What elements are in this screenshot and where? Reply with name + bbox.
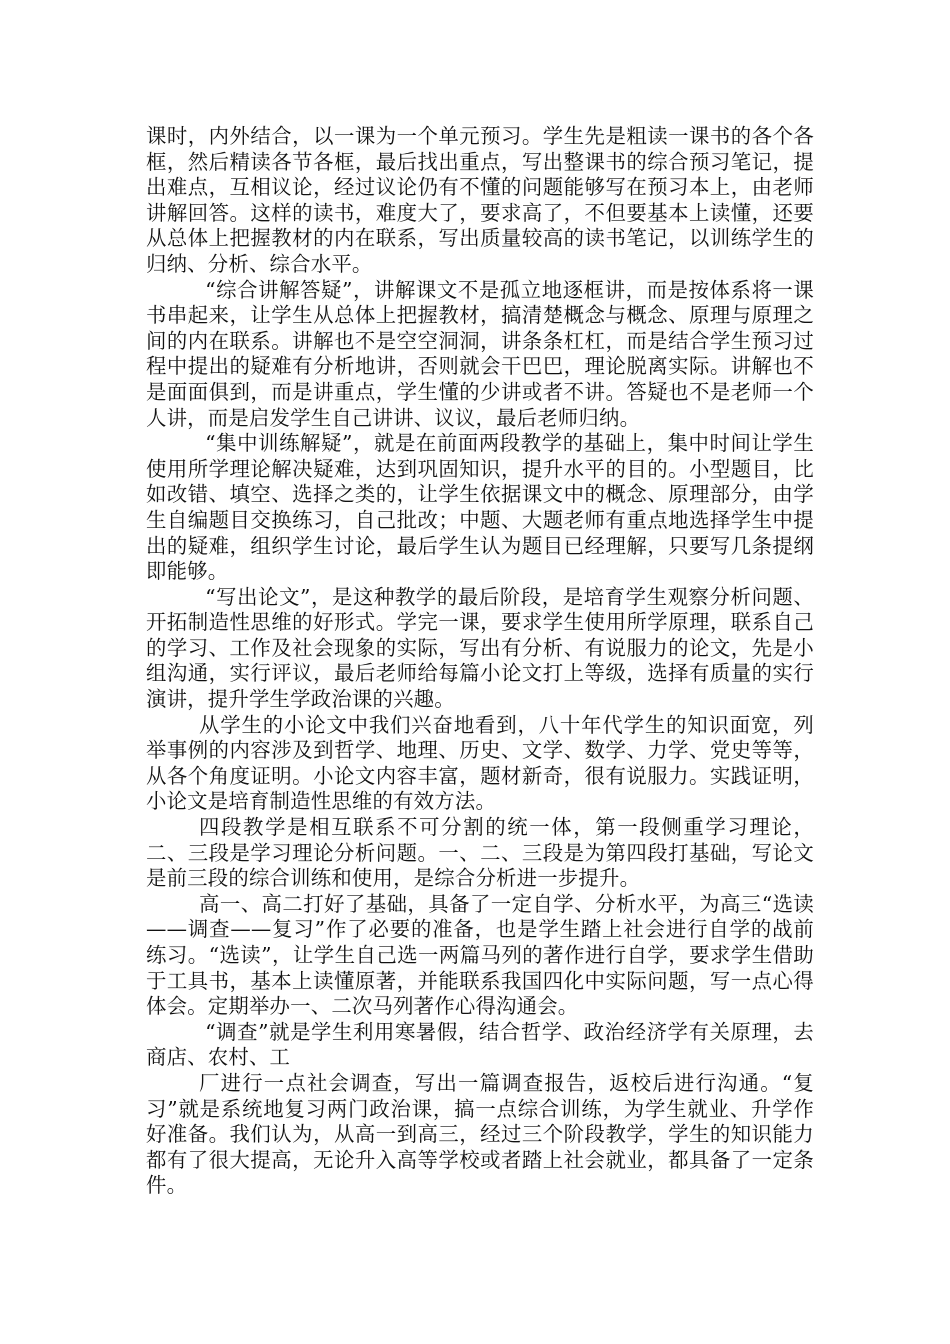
paragraph-student-essays: 从学生的小论文中我们兴奋地看到，八十年代学生的知识面宽，列举事例的内容涉及到哲学、地理、历史、文学、数学、力学、党史等等，从各个角度证明。小论文内容丰富，题材新奇，很有说服力。实践证明，小论文是培育制造性思维的有效方法。 [146, 712, 814, 814]
document-body [146, 124, 814, 1199]
paragraph-write-papers: “写出论文”，是这种教学的最后阶段，是培育学生观察分析问题、开拓制造性思维的好形式。学完一课，要求学生使用所学原理，联系自己的学习、工作及社会现象的实际，写出有分析、有说服力的论文，先是小组沟通，实行评议，最后老师给每篇小论文打上等级，选择有质量的实行演讲，提升学生学政治课的兴趣。 [146, 584, 814, 712]
paragraph-senior-year-plan: 高一、高二打好了基础，具备了一定自学、分析水平，为高三“选读——调查——复习”作了必要的准备，也是学生踏上社会进行自学的战前练习。“选读”，让学生自己选一两篇马列的著作进行自学，要求学生借助于工具书，基本上读懂原著，并能联系我国四化中实际问题，写一点心得体会。定期举办一、二次马列著作心得沟通会。 [146, 891, 814, 1019]
paragraph-preview-notes: 课时，内外结合，以一课为一个单元预习。学生先是粗读一课书的各个各框，然后精读各节各框，最后找出重点，写出整课书的综合预习笔记，提出难点，互相议论，经过议论仍有不懂的问题能够写在预习本上，由老师讲解回答。这样的读书，难度大了，要求高了，不但要基本上读懂，还要从总体上把握教材的内在联系，写出质量较高的读书笔记，以训练学生的归纳、分析、综合水平。 [146, 124, 814, 276]
paragraph-investigation: “调查”就是学生利用寒暑假，结合哲学、政治经济学有关原理，去商店、农村、工 [146, 1019, 814, 1070]
paragraph-comprehensive-explanation: “综合讲解答疑”，讲解课文不是孤立地逐框讲，而是按体系将一课书串起来，让学生从总体上把握教材，搞清楚概念与概念、原理与原理之间的内在联系。讲解也不是空空洞洞，讲条条杠杠，而是结合学生预习过程中提出的疑难有分析地讲，否则就会干巴巴，理论脱离实际。讲解也不是面面俱到，而是讲重点，学生懂的少讲或者不讲。答疑也不是老师一个人讲，而是启发学生自己讲讲、议议，最后老师归纳。 [146, 277, 814, 430]
paragraph-four-stage-teaching: 四段教学是相互联系不可分割的统一体，第一段侧重学习理论，二、三段是学习理论分析问题。一、二、三段是为第四段打基础，写论文是前三段的综合训练和使用，是综合分析进一步提升。 [146, 815, 814, 891]
paragraph-focused-training: “集中训练解疑”，就是在前面两段教学的基础上，集中时间让学生使用所学理论解决疑难，达到巩固知识，提升水平的目的。小型题目，比如改错、填空、选择之类的，让学生依据课文中的概念、原理部分，由学生自编题目交换练习，自己批改；中题、大题老师有重点地选择学生中提出的疑难，组织学生讨论，最后学生认为题目已经理解，只要写几条提纲即能够。 [146, 431, 814, 584]
paragraph-review-conclusion: 厂进行一点社会调查，写出一篇调查报告，返校后进行沟通。“复习”就是系统地复习两门政治课，搞一点综合训练，为学生就业、升学作好准备。我们认为，从高一到高三，经过三个阶段教学，学生的知识能力都有了很大提高，无论升入高等学校或者踏上社会就业，都具备了一定条件。 [146, 1070, 814, 1198]
